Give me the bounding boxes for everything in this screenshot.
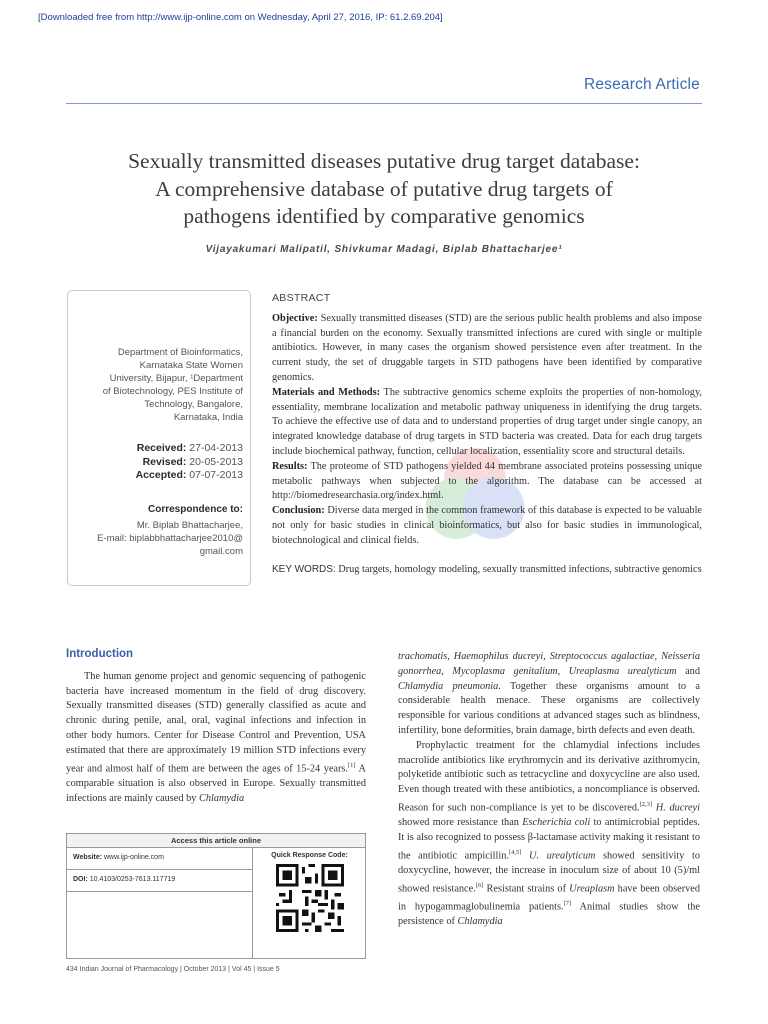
correspondence-line: gmail.com [199, 545, 243, 557]
abstract-section [272, 291, 702, 577]
article-type-label: Research Article [583, 76, 700, 93]
header-rule [66, 103, 702, 104]
website-link[interactable]: www.ijp-online.com [104, 854, 164, 861]
article-title [60, 148, 708, 231]
affiliation-line: of Biotechnology, PES Institute of [102, 386, 243, 397]
intro-paragraph: trachomatis, Haemophilus ducreyi, Streptococcus agalactiae, Neisseria gonorrhea, Mycoplasma genitalium, Ureaplasma urealyticum and Chlamydia pneumonia. Together these organisms amount to a considerable health menace. These organisms are collectively responsible for various conditions at advanced stages such as blindness, infertility, bone deformities, brain damage, birth defects and even death. [398, 651, 700, 736]
website-row: Website: www.ijp-online.com [67, 848, 252, 870]
conclusion-label: Conclusion: [272, 505, 325, 517]
doi-row: DOI: 10.4103/0253-7613.117719 [67, 870, 252, 892]
correspondence-line: Mr. Biplab Bhattacharjee, [136, 519, 243, 531]
accepted-date: Accepted: 07-07-2013 [135, 469, 243, 481]
intro-paragraph: The human genome project and genomic sequencing of pathogenic bacteria have increased momentum in the field of drug discovery. Sexually transmitted diseases (STD) generally classified as acute and chronic during penile, anal, oral, vaginal infections and infection in other body humors. Center for Disease Control and Prevention, USA estimated that there are approximately 19 million STD infections every year and almost half of them are between the ages of 15-24 years.[1] A comparable situation is also observed in Europe. Sexually transmitted infections are mainly caused by Chlamydia [66, 670, 366, 804]
title-line: pathogens identified by comparative genomics [183, 204, 585, 228]
article-dates [72, 442, 243, 483]
correspondence-line: E-mail: biplabbhattacharjee2010@ [97, 532, 243, 544]
objective-label: Objective: [272, 312, 318, 324]
results-label: Results: [272, 460, 308, 472]
affiliation-line: Technology, Bangalore, [144, 399, 243, 410]
abstract-body [272, 312, 702, 549]
objective-text: Sexually transmitted diseases (STD) are the serious public health problems and also impose a financial burden on the economy. Sexually transmitted infections are cured with single or multiple antibiotics. However, in many cases the organism showed persistence even after treatment. In the current study, the set of druggable targets in STD pathogens have been identified by comparative genomics. [272, 312, 702, 383]
citation: [2,3] [639, 800, 653, 808]
qr-label: Quick Response Code: [271, 852, 348, 859]
correspondence-heading: Correspondence to: [147, 503, 243, 515]
methods-text: The subtractive genomics scheme exploits the properties of non-homology, essentiality, membrane localization and metabolic pathway uniqueness in identifying the drug targets. To achieve the effective use of data and to understand properties of drug target under single canopy, an integrated knowledge database of drug targets in STD bacteria was created. Data for each drug targets include biochemical pathway, function, cellular localization, essentiality score and structural details. [272, 386, 703, 457]
intro-right-column [398, 650, 700, 930]
doi-value: 10.4103/0253-7613.117719 [89, 876, 176, 883]
citation: [4,5] [508, 848, 522, 856]
intro-paragraph: Prophylactic treatment for the chlamydial infections includes macrolide antibiotics like erythromycin and its derivative azithromycin, polyketide antibiotic such as tetracycline and doxycycline are also used. Even though treated with these antibiotics, a noncompliance is observed. Reason for such non-compliance is yet to be discovered.[2,3] H. ducreyi showed more resistance than Escherichia coli to antimicrobial peptides. It is also recognized to possess β-lactamase activity making it resistant to the antibiotic ampicillin.[4,5] U. urealyticum showed sensitivity to doxycycline, however, the increase in inoculum size of about 10 (5)/ml showed resistance.[6] Resistant strains of Ureaplasm have been observed in hypogammaglobulinemia patients.[7] Animal studies show the persistence of Chlamydia [398, 739, 701, 928]
keywords [272, 563, 702, 578]
introduction-heading: Introduction [66, 648, 134, 660]
citation: [1] [348, 761, 356, 769]
affiliation-line: University, Bijapur, ¹Department [109, 373, 243, 384]
results-text: The proteome of STD pathogens yielded 44 membrane associated proteins possessing unique metabolic pathways when subjected to the algorithm. The database can be accessed at http://biomedresearchasia.org/index.html. [272, 460, 702, 502]
received-date: Received: 27-04-2013 [136, 442, 243, 454]
page-footer: 434 Indian Journal of Pharmacology | October 2013 | Vol 45 | Issue 5 [66, 966, 280, 973]
intro-left-column [66, 647, 366, 806]
methods-label: Materials and Methods: [272, 386, 381, 398]
revised-date: Revised: 20-05-2013 [142, 455, 243, 468]
title-line: Sexually transmitted diseases putative drug target database: [128, 149, 640, 173]
keywords-label: KEY WORDS: [272, 563, 336, 575]
access-article-box [66, 833, 366, 959]
title-line: A comprehensive database of putative drug targets of [155, 176, 613, 201]
affiliation-line: Karnataka, India [173, 412, 243, 423]
affiliation-line: Department of Bioinformatics, [117, 347, 243, 358]
correspondence-details [72, 519, 243, 558]
access-box-header: Access this article online [67, 834, 365, 848]
affiliation-line: Karnataka State Women [139, 360, 243, 371]
author-list: Vijayakumari Malipatil, Shivkumar Madagi, Biplab Bhattacharjee¹ [205, 244, 563, 255]
access-box-details [67, 848, 253, 958]
conclusion-text: Diverse data merged in the common framework of this database is expected to be valuable not only for basic studies in clinical bioinformatics, but also for basic studies in immunological, biotechnological and clinical fields. [272, 505, 702, 546]
qr-section [254, 848, 365, 958]
affiliation-box [67, 290, 251, 586]
qr-code-icon[interactable] [276, 864, 344, 932]
abstract-heading: ABSTRACT [272, 292, 331, 304]
citation: [6] [475, 881, 484, 889]
download-notice: [Downloaded free from http://www.ijp-online.com on Wednesday, April 27, 2016, IP: 61.2.69.204] [38, 12, 443, 23]
citation: [7] [563, 900, 572, 908]
keywords-text: Drug targets, homology modeling, sexually transmitted infections, subtractive genomics [338, 563, 702, 575]
